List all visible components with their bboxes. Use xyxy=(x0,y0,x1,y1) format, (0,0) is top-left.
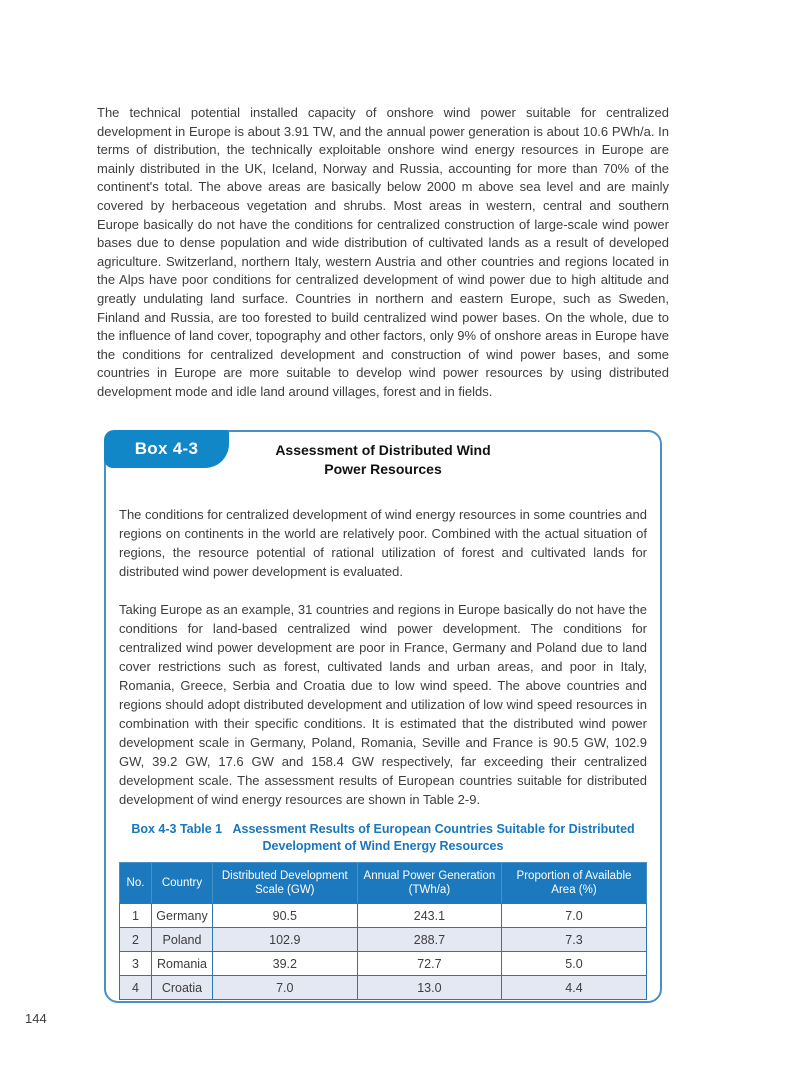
cell-proportion: 7.3 xyxy=(502,928,647,952)
assessment-results-table xyxy=(119,862,647,1000)
cell-proportion: 4.4 xyxy=(502,976,647,1000)
cell-proportion: 5.0 xyxy=(502,952,647,976)
box-paragraph-2: Taking Europe as an example, 31 countries and regions in Europe basically do not have the conditions for land-based centralized wind power development. The conditions for centralized wind power development are poor in France, Germany and Poland due to land cover restrictions such as forest, cultivated lands and urban areas, and poor in Italy, Romania, Greece, Serbia and Croatia due to low wind speed. The above countries and regions should adopt distributed development and utilization of low wind speed resources in combination with their specific conditions. It is estimated that the distributed wind power development scale in Germany, Poland, Romania, Seville and France is 90.5 GW, 102.9 GW, 39.2 GW, 17.6 GW and 158.4 GW respectively, far exceeding their centralized development scale. The assessment results of European countries suitable for distributed development of wind energy resources are shown in Table 2-9. xyxy=(119,602,647,807)
cell-country: Germany xyxy=(152,904,213,928)
cell-generation: 288.7 xyxy=(357,928,502,952)
cell-no: 2 xyxy=(120,928,152,952)
cell-scale: 90.5 xyxy=(213,904,358,928)
box-paragraph-1: The conditions for centralized development of wind energy resources in some countries and regions on continents in the world are relatively poor. Combined with the actual situation of regions, the resource potential of rational utilization of forest and cultivated lands for distributed wind power development is evaluated. xyxy=(119,507,647,579)
cell-generation: 243.1 xyxy=(357,904,502,928)
cell-proportion: 7.0 xyxy=(502,904,647,928)
intro-paragraph: The technical potential installed capacity of onshore wind power suitable for centralized development in Europe is about 3.91 TW, and the annual power generation is about 10.6 PWh/a. In terms of distribution, the technically exploitable onshore wind energy resources in Europe are mainly distributed in the UK, Iceland, Norway and Russia, accounting for more than 70% of the continent's total. The above areas are basically below 2000 m above sea level and are mainly covered by herbaceous vegetation and shrubs. Most areas in western, central and southern Europe basically do not have the conditions for centralized construction of large-scale wind power bases due to dense population and wide distribution of cultivated lands as a result of developed agriculture. Switzerland, northern Italy, western Austria and other countries and regions located in the Alps have poor conditions for centralized development of wind power due to high altitude and greatly undulating land surface. Countries in northern and eastern Europe, such as Sweden, Finland and Russia, are too forested to build centralized wind power bases. On the whole, due to the influence of land cover, topography and other factors, only 9% of onshore areas in Europe have the conditions for centralized development and construction of wind power bases, and some countries in Europe are more suitable to develop wind power resources by using distributed development mode and idle land around villages, forest and in fields. xyxy=(97,105,669,399)
cell-scale: 102.9 xyxy=(213,928,358,952)
cell-scale: 39.2 xyxy=(213,952,358,976)
cell-country: Poland xyxy=(152,928,213,952)
box-4-3 xyxy=(104,430,662,1003)
table-caption-line1: Box 4-3 Table 1 Assessment Results of European Countries Suitable for Distributed xyxy=(131,822,635,836)
table-row xyxy=(120,952,647,976)
cell-no: 4 xyxy=(120,976,152,1000)
box-title-line2: Power Resources xyxy=(324,461,442,477)
column-header-no: No. xyxy=(120,863,152,904)
table-row xyxy=(120,976,647,1000)
cell-country: Romania xyxy=(152,952,213,976)
column-header-scale: Distributed Development Scale (GW) xyxy=(213,863,358,904)
box-label-tab: Box 4-3 xyxy=(104,430,229,468)
table-row xyxy=(120,904,647,928)
table-caption xyxy=(119,821,647,855)
page-number: 144 xyxy=(25,1011,47,1026)
table-header-row xyxy=(120,863,647,904)
cell-country: Croatia xyxy=(152,976,213,1000)
column-header-country: Country xyxy=(152,863,213,904)
cell-generation: 13.0 xyxy=(357,976,502,1000)
column-header-generation: Annual Power Generation (TWh/a) xyxy=(357,863,502,904)
box-title-line1: Assessment of Distributed Wind xyxy=(275,442,491,458)
table-caption-line2: Development of Wind Energy Resources xyxy=(262,839,504,853)
column-header-proportion: Proportion of Available Area (%) xyxy=(502,863,647,904)
cell-no: 1 xyxy=(120,904,152,928)
table-row xyxy=(120,928,647,952)
cell-scale: 7.0 xyxy=(213,976,358,1000)
cell-generation: 72.7 xyxy=(357,952,502,976)
cell-no: 3 xyxy=(120,952,152,976)
